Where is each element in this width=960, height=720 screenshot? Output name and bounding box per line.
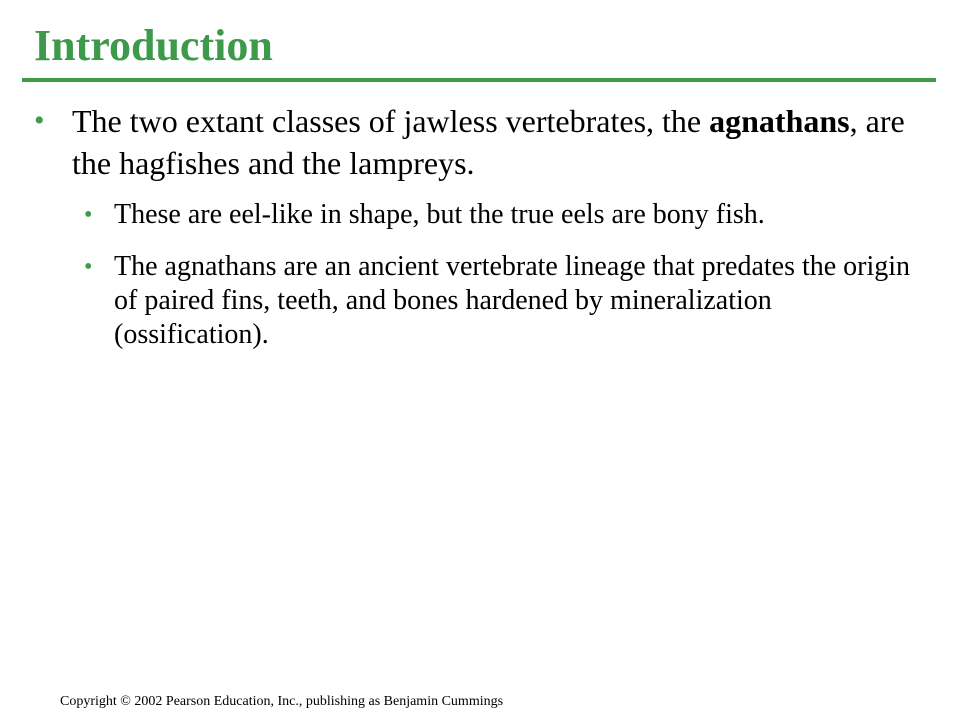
title-divider	[22, 78, 936, 82]
sub-bullet	[84, 250, 914, 352]
main-bullet-bold-term: agnathans	[709, 103, 850, 139]
slide-title: Introduction	[34, 21, 273, 70]
copyright-footer: Copyright © 2002 Pearson Education, Inc., publishing as Benjamin Cummings	[60, 694, 504, 709]
main-bullet	[34, 100, 914, 184]
main-bullet-text-after: , are the hagfishes and the lampreys.	[72, 103, 905, 181]
sub-bullet-text: These are eel-like in shape, but the true eels are bony fish.	[114, 199, 765, 230]
slide-content	[34, 100, 914, 370]
bullet-dot-icon: •	[84, 202, 93, 228]
sub-bullet-text: The agnathans are an ancient vertebrate lineage that predates the origin of paired fins, teeth, and bones hardened by mineralization (ossification).	[114, 251, 911, 350]
bullet-dot-icon: •	[84, 254, 93, 280]
sub-bullet	[84, 198, 914, 232]
main-bullet-text-before: The two extant classes of jawless vertebrates, the	[72, 103, 710, 139]
bullet-dot-icon: •	[34, 104, 45, 137]
